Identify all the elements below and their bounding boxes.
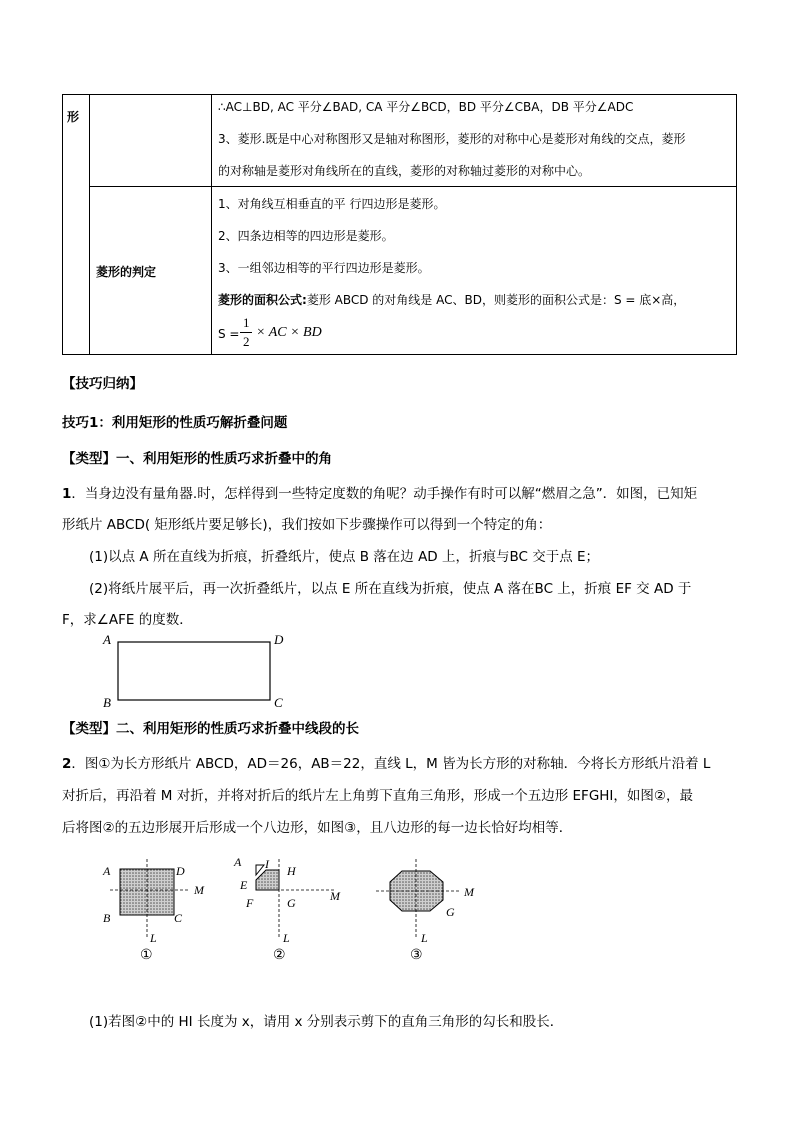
- fig2-label-f: F: [246, 896, 254, 910]
- table-area-line: [218, 291, 685, 308]
- table-border-right: [736, 94, 737, 355]
- label-b: B: [103, 695, 111, 710]
- table-border-col2: [211, 94, 212, 355]
- problem1-line1: 1．当身边没有量角器.时，怎样得到一些特定度数的角呢？动手操作有时可以解“燃眉之急”．如图，已知矩: [62, 486, 698, 502]
- problem1-step1: (1)以点 A 所在直线为折痕，折叠纸片，使点 B 落在边 AD 上，折痕与BC 交于点 E；: [89, 549, 600, 565]
- fig1-label-b: B: [103, 911, 111, 925]
- fraction-bar: [240, 332, 252, 333]
- area-formula-label: 菱形的面积公式:: [218, 293, 307, 307]
- table-row2-line2: 2、四条边相等的四边形是菱形。: [218, 229, 394, 243]
- fig2-label-i: I: [265, 857, 269, 871]
- table-row2-line3: 3、一组邻边相等的平行四边形是菱形。: [218, 261, 430, 275]
- figure-2: [233, 855, 341, 963]
- fig1-number: ①: [140, 948, 153, 963]
- label-c: C: [274, 695, 283, 710]
- formula-rest: × AC × BD: [256, 325, 322, 340]
- fig2-label-h: H: [287, 864, 296, 878]
- fig1-label-a: A: [103, 864, 111, 878]
- table-row2-line1: 1、对角线互相垂直的平 行四边形是菱形。: [218, 197, 446, 211]
- table-border-bottom: [62, 354, 737, 355]
- fig3-label-g: G: [446, 905, 455, 919]
- problem1-step2: (2)将纸片展平后，再一次折叠纸片，以点 E 所在直线为折痕，使点 A 落在BC 上，折痕 EF 交 AD 于: [89, 581, 692, 597]
- fig3-number: ③: [410, 948, 423, 963]
- formula-denominator: 2: [243, 334, 250, 349]
- fig1-label-l: L: [150, 931, 157, 945]
- problem1-text1: ．当身边没有量角器.时，怎样得到一些特定度数的角呢？动手操作有时可以解“燃眉之急”．如图，已知矩: [71, 486, 698, 502]
- fig2-number: ②: [273, 948, 286, 963]
- formula-prefix: S =: [218, 327, 240, 341]
- fig1-label-d: D: [176, 864, 185, 878]
- label-a: A: [103, 632, 111, 647]
- table-row2-label: 菱形的判定: [96, 265, 157, 279]
- problem2-line1: [62, 752, 710, 772]
- rectangle-figure: [95, 630, 295, 710]
- fig2-label-e: E: [240, 878, 248, 892]
- table-border-top: [62, 94, 737, 95]
- problem1-line5: F，求∠AFE 的度数．: [62, 612, 193, 628]
- table-border-left: [62, 94, 63, 355]
- fig3-label-l: L: [421, 931, 428, 945]
- fig1-label-c: C: [174, 911, 183, 925]
- rectangle-abcd: [118, 642, 270, 700]
- label-d: D: [274, 632, 284, 647]
- folding-figures: [90, 845, 510, 965]
- fig2-label-a: A: [234, 855, 242, 869]
- problem2-line3: 后将图②的五边形展开后形成一个八边形，如图③，且八边形的每一边长恰好均相等．: [62, 820, 573, 836]
- fig1-label-m: M: [194, 883, 204, 897]
- fig2-pentagon: [256, 870, 279, 890]
- figure-1: [102, 859, 205, 963]
- table-category-cell: 形: [67, 110, 80, 124]
- problem2-number: 2: [62, 756, 72, 772]
- fig2-label-g: G: [287, 896, 296, 910]
- area-formula-text: 菱形 ABCD 的对角线是 AC、BD，则菱形的面积公式是：S = 底×高，: [306, 293, 686, 307]
- problem2-text1: ．图①为长方形纸片 ABCD，AD＝26，AB＝22，直线 L，M 皆为长方形的对称轴．今将长方形纸片沿着 L: [71, 756, 711, 772]
- type2-heading: 【类型】二、利用矩形的性质巧求折叠中线段的长: [62, 721, 359, 737]
- section-heading: 【技巧归纳】: [62, 376, 143, 392]
- table-border-mid: [89, 186, 737, 187]
- problem2-line2: 对折后，再沿着 M 对折，并将对折后的纸片左上角剪下直角三角形，形成一个五边形 EFGHI，如图②，最: [62, 788, 694, 804]
- problem1-line2: 形纸片 ABCD( 矩形纸片要足够长)，我们按如下步骤操作可以得到一个特定的角：: [62, 517, 552, 533]
- formula-numerator: 1: [243, 315, 250, 330]
- problem2-question1: (1)若图②中的 HI 长度为 x，请用 x 分别表示剪下的直角三角形的勾长和股长．: [89, 1014, 564, 1030]
- type1-heading: 【类型】一、利用矩形的性质巧求折叠中的角: [62, 451, 332, 467]
- table-border-col1: [89, 94, 90, 355]
- fig3-label-m: M: [464, 885, 474, 899]
- table-row1-line3: 的对称轴是菱形对角线所在的直线，菱形的对称轴过菱形的对称中心。: [218, 164, 591, 178]
- table-row1-line1: ∴AC⊥BD, AC 平分∠BAD, CA 平分∠BCD，BD 平分∠CBA，DB 平分∠ADC: [218, 100, 634, 114]
- table-row1-line2: 3、菱形.既是中心对称图形又是轴对称图形，菱形的对称中心是菱形对角线的交点，菱形: [218, 132, 686, 146]
- figure-3: [376, 859, 475, 963]
- skill-title: 技巧1：利用矩形的性质巧解折叠问题: [62, 415, 288, 431]
- fig2-label-m: M: [330, 889, 340, 903]
- fig2-label-l: L: [283, 931, 290, 945]
